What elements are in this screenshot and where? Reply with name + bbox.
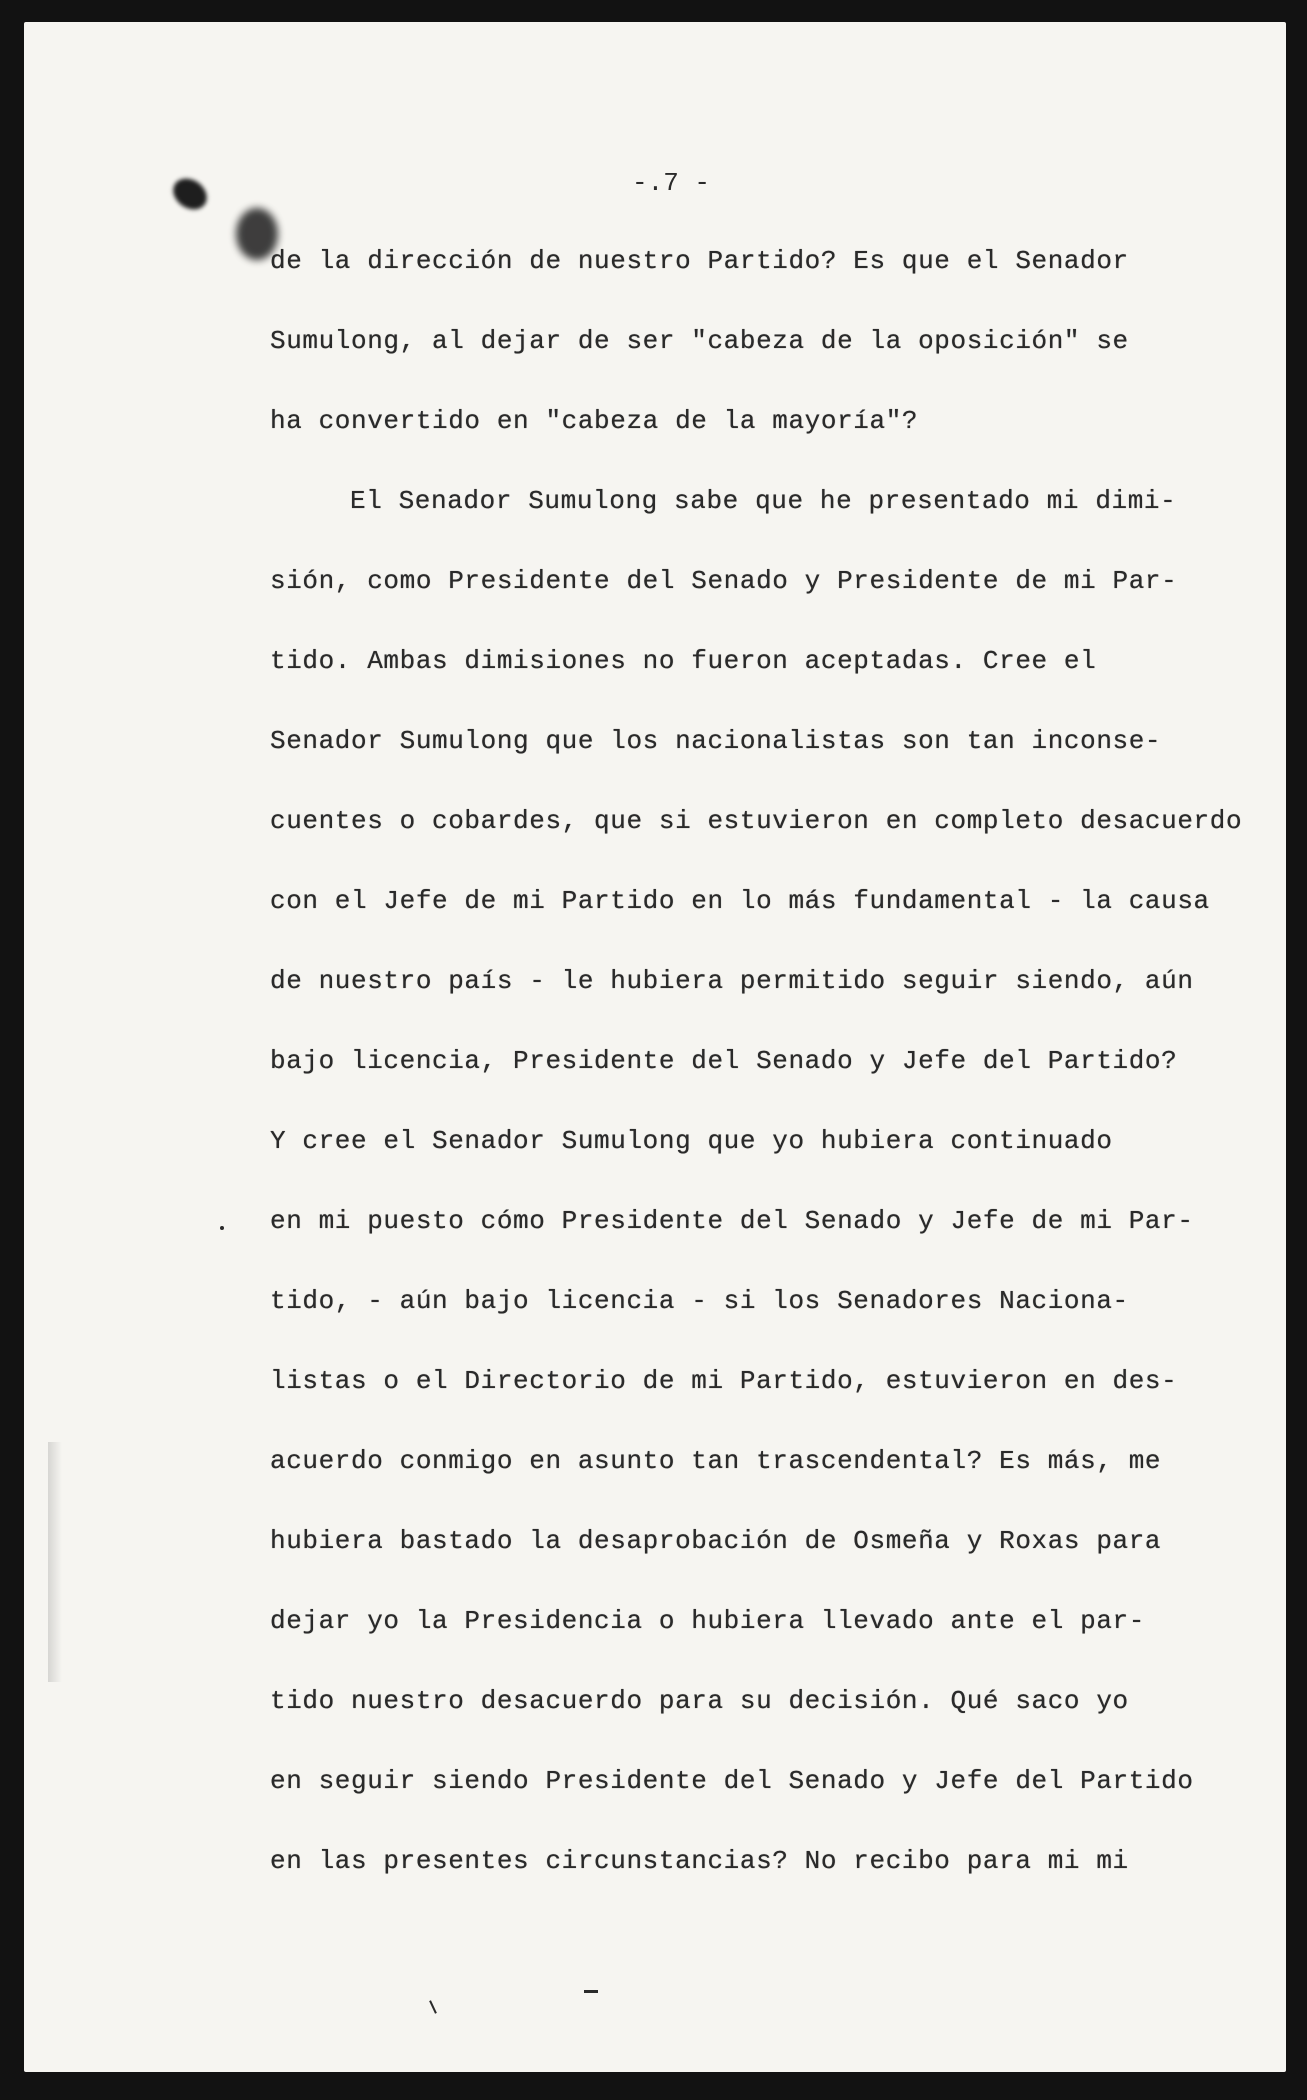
- text-line: con el Jefe de mi Partido en lo más fundamental - la causa: [270, 886, 1210, 916]
- text-line: tido nuestro desacuerdo para su decisión. Qué saco yo: [270, 1686, 1129, 1716]
- text-line: listas o el Directorio de mi Partido, estuvieron en des-: [270, 1366, 1178, 1396]
- text-line: Y cree el Senador Sumulong que yo hubiera continuado: [270, 1126, 1113, 1156]
- stray-mark: [220, 1226, 224, 1230]
- text-line: hubiera bastado la desaprobación de Osmeña y Roxas para: [270, 1526, 1162, 1556]
- text-line: de nuestro país - le hubiera permitido seguir siendo, aún: [270, 966, 1194, 996]
- stray-mark: [584, 1990, 598, 1993]
- text-line: en mi puesto cómo Presidente del Senado y Jefe de mi Par-: [270, 1206, 1194, 1236]
- text-line: Senador Sumulong que los nacionalistas son tan inconse-: [270, 726, 1162, 756]
- text-line: tido. Ambas dimisiones no fueron aceptadas. Cree el: [270, 646, 1097, 676]
- text-line: ha convertido en "cabeza de la mayoría"?: [270, 406, 919, 436]
- text-line: en seguir siendo Presidente del Senado y Jefe del Partido: [270, 1766, 1194, 1796]
- text-line: cuentes o cobardes, que si estuvieron en completo desacuerdo: [270, 806, 1243, 836]
- text-line: El Senador Sumulong sabe que he presentado mi dimi-: [350, 486, 1177, 516]
- text-line: en las presentes circunstancias? No recibo para mi mi: [270, 1846, 1129, 1876]
- text-line: sión, como Presidente del Senado y Presidente de mi Par-: [270, 566, 1178, 596]
- text-line: acuerdo conmigo en asunto tan trascendental? Es más, me: [270, 1446, 1162, 1476]
- paper-edge-shadow: [48, 1442, 62, 1682]
- text-line: tido, - aún bajo licencia - si los Senadores Naciona-: [270, 1286, 1129, 1316]
- page-number: -.7 -: [632, 168, 711, 198]
- text-line: dejar yo la Presidencia o hubiera llevado ante el par-: [270, 1606, 1145, 1636]
- text-line: de la dirección de nuestro Partido? Es que el Senador: [270, 246, 1129, 276]
- text-line: bajo licencia, Presidente del Senado y Jefe del Partido?: [270, 1046, 1178, 1076]
- text-line: Sumulong, al dejar de ser "cabeza de la oposición" se: [270, 326, 1129, 356]
